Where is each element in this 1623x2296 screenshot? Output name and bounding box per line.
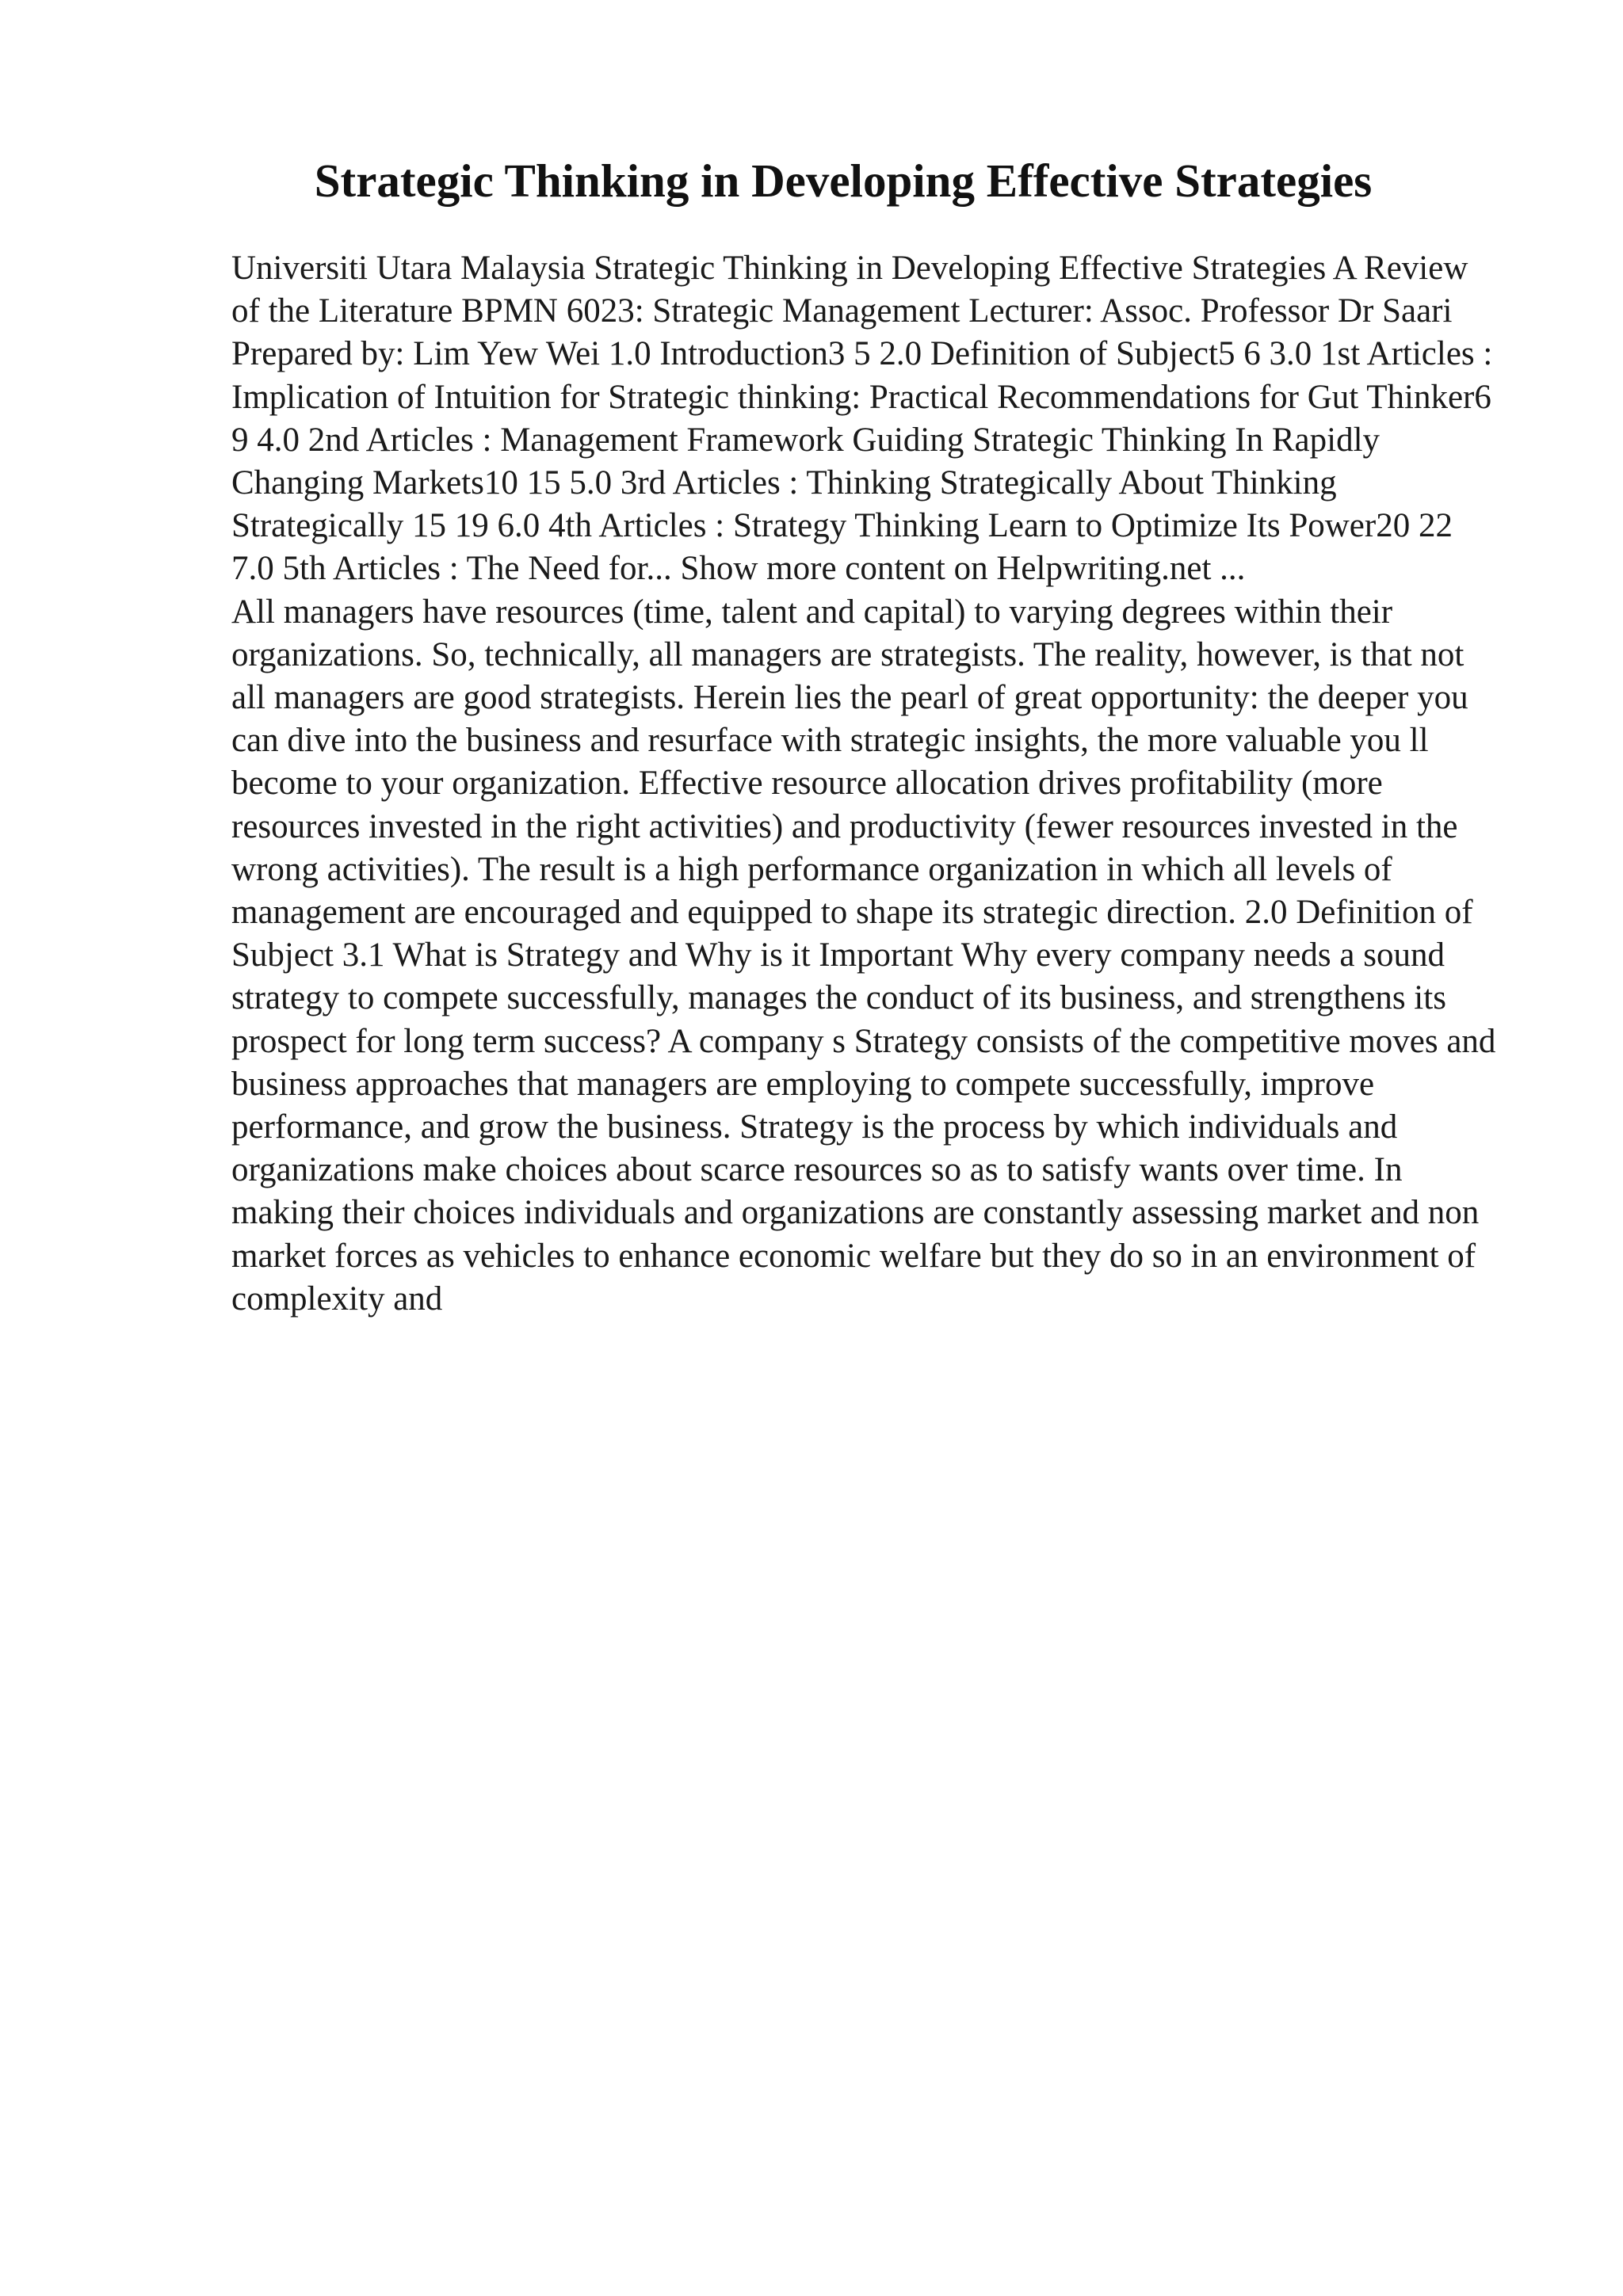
document-body <box>231 247 1499 1321</box>
paragraph-intro: Universiti Utara Malaysia Strategic Thinking in Developing Effective Strategies A Review of the Literature BPMN 6023: Strategic Management Lecturer: Assoc. Professor Dr Saari Prepared by: Lim Yew Wei 1.0 Introduction3 5 2.0 Definition of Subject5 6 3.0 1st Articles : Implication of Intuition for Strategic thinking: Practical Recommendations for Gut Thinker6 9 4.0 2nd Articles : Management Framework Guiding Strategic Thinking In Rapidly Changing Markets10 15 5.0 3rd Articles : Thinking Strategically About Thinking Strategically 15 19 6.0 4th Articles : Strategy Thinking Learn to Optimize Its Power20 22 7.0 5th Articles : The Need for... Show more content on Helpwriting.net ... <box>231 250 1493 588</box>
document-title: Strategic Thinking in Developing Effective Strategies <box>314 154 1373 207</box>
paragraph-main: All managers have resources (time, talent and capital) to varying degrees within their organizations. So, technically, all managers are strategists. The reality, however, is that not all managers are good strategists. Herein lies the pearl of great opportunity: the deeper you can dive into the business and resurface with strategic insights, the more valuable you ll become to your organization. Effective resource allocation drives profitability (more resources invested in the right activities) and productivity (fewer resources invested in the wrong activities). The result is a high performance organization in which all levels of management are encouraged and equipped to shape its strategic direction. 2.0 Definition of Subject 3.1 What is Strategy and Why is it Important Why every company needs a sound strategy to compete successfully, manages the conduct of its business, and strengthens its prospect for long term success? A company s Strategy consists of the competitive moves and business approaches that managers are employing to compete successfully, improve performance, and grow the business. Strategy is the process by which individuals and organizations make choices about scarce resources so as to satisfy wants over time. In making their choices individuals and organizations are constantly assessing market and non market forces as vehicles to enhance economic welfare but they do so in an environment of complexity and <box>231 593 1496 1318</box>
